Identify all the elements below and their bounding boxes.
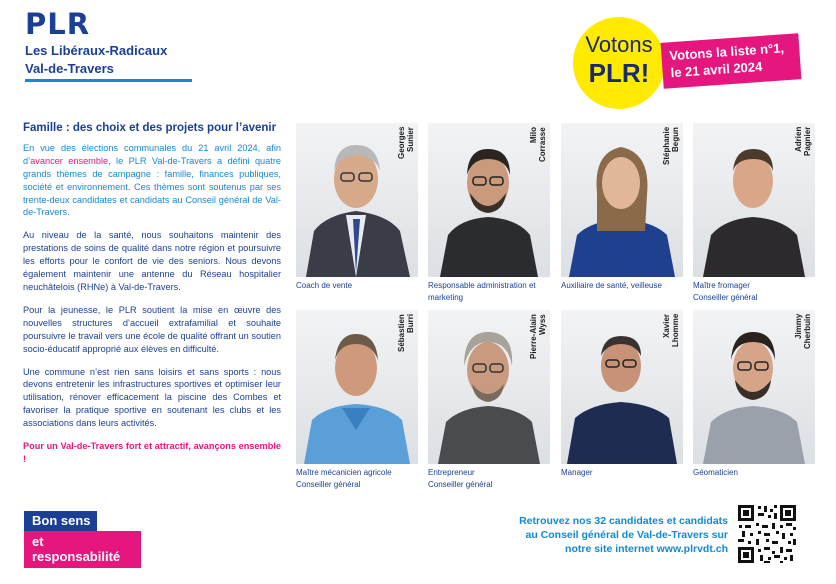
candidate-card xyxy=(693,310,815,479)
party-name: Les Libéraux-Radicaux xyxy=(25,43,168,58)
candidate-role: Auxiliaire de santé, veilleuse xyxy=(561,281,662,290)
candidate-photo xyxy=(693,310,815,464)
votons-label: Votons xyxy=(585,32,653,57)
candidate-name: Sébastien Burri xyxy=(397,314,415,352)
footer-text: Retrouvez nos 32 candidates et candidats au Conseil général de Val-de-Travers sur notre site internet www.plrvdt.ch xyxy=(519,515,728,555)
candidate-photo xyxy=(693,123,815,277)
candidate-name: Adrien Pagnier xyxy=(794,127,812,157)
candidate-role: Maître fromager Conseiller général xyxy=(693,281,758,302)
article-title: Famille : des choix et des projets pour l’avenir xyxy=(23,122,277,134)
article-paragraph-sports: Une commune n’est rien sans loisirs et sans sports : nous devons entretenir les infrastructures sportives et optimiser leur utilisation, rénover efficacement la piscine des Combes et favoriser la pratique sportive en soutenant les clubs et les associations dans leurs activités. xyxy=(23,366,281,429)
qr-code-icon[interactable] xyxy=(736,503,798,565)
candidate-photo xyxy=(296,310,418,464)
plr-logo xyxy=(25,8,167,76)
candidate-role: Maître mécanicien agricole Conseiller général xyxy=(296,468,392,489)
article-paragraph-youth: Pour la jeunesse, le PLR soutient la mise en œuvre des nouvelles structures d’accueil extrafamilial et souhaite poursuivre le travail vers une école de qualité offrant un soutien socio-éducatif approprié aux élèves en difficulté. xyxy=(23,304,281,354)
candidate-photo xyxy=(561,123,683,277)
candidate-name: Stéphanie Begun xyxy=(662,127,680,166)
article xyxy=(23,122,281,476)
candidate-photo xyxy=(428,123,550,277)
candidate-photo xyxy=(561,310,683,464)
votons-badge xyxy=(573,17,665,109)
candidate-name: Pierre-Alain Wyss xyxy=(529,314,547,359)
article-closing: Pour un Val-de-Travers fort et attractif, avançons ensemble ! xyxy=(23,441,281,464)
candidate-role: Responsable administration et marketing xyxy=(428,281,536,302)
plr-label: PLR! xyxy=(588,58,650,88)
candidate-name: Georges Sunier xyxy=(397,127,415,160)
slogan-line2: et responsabilité xyxy=(24,531,141,568)
candidate-card xyxy=(428,310,550,491)
banner-line1: Votons la liste n°1, xyxy=(668,40,785,64)
banner-line2: le 21 avril 2024 xyxy=(670,58,763,81)
candidate-card xyxy=(296,123,418,292)
candidate-role: Manager xyxy=(561,468,593,477)
logo-underline xyxy=(25,79,192,82)
candidate-card xyxy=(561,123,683,292)
article-paragraph-health: Au niveau de la santé, nous souhaitons maintenir des prestations de soins de qualité dans notre région et poursuivre les efforts pour le confort de vie des seniors. Nous devons également maintenir une antenne du Réseau hospitalier neuchâtelois (RHNe) à Val-de-Travers. xyxy=(23,230,281,292)
logo-text: PLR xyxy=(25,7,91,41)
article-lead: En vue des élections communales du 21 avril 2024, afin d’avancer ensemble, le PLR Val-de-Travers a défini quatre grands thèmes de campagne : famille, finances publiques, société et environnement. Ces thèmes sont soutenus par ses trente-deux candidates et candidats au Conseil général de Val-de-Travers. xyxy=(23,142,281,218)
candidate-card xyxy=(296,310,418,491)
candidate-photo xyxy=(428,310,550,464)
candidate-name: Jimmy Cherbuin xyxy=(794,314,812,350)
list-banner xyxy=(661,33,802,89)
candidate-name: Milo Corrasse xyxy=(529,127,547,162)
candidate-card xyxy=(561,310,683,479)
candidate-card xyxy=(693,123,815,304)
slogan-line1: Bon sens xyxy=(24,511,97,531)
slogan xyxy=(24,511,141,568)
party-region: Val-de-Travers xyxy=(25,61,114,76)
candidate-role: Géomaticien xyxy=(693,468,738,477)
candidate-card xyxy=(428,123,550,304)
candidate-role: Entrepreneur Conseiller général xyxy=(428,468,493,489)
candidate-name: Xavier Lhomme xyxy=(662,314,680,348)
candidate-photo xyxy=(296,123,418,277)
candidate-role: Coach de vente xyxy=(296,281,353,290)
